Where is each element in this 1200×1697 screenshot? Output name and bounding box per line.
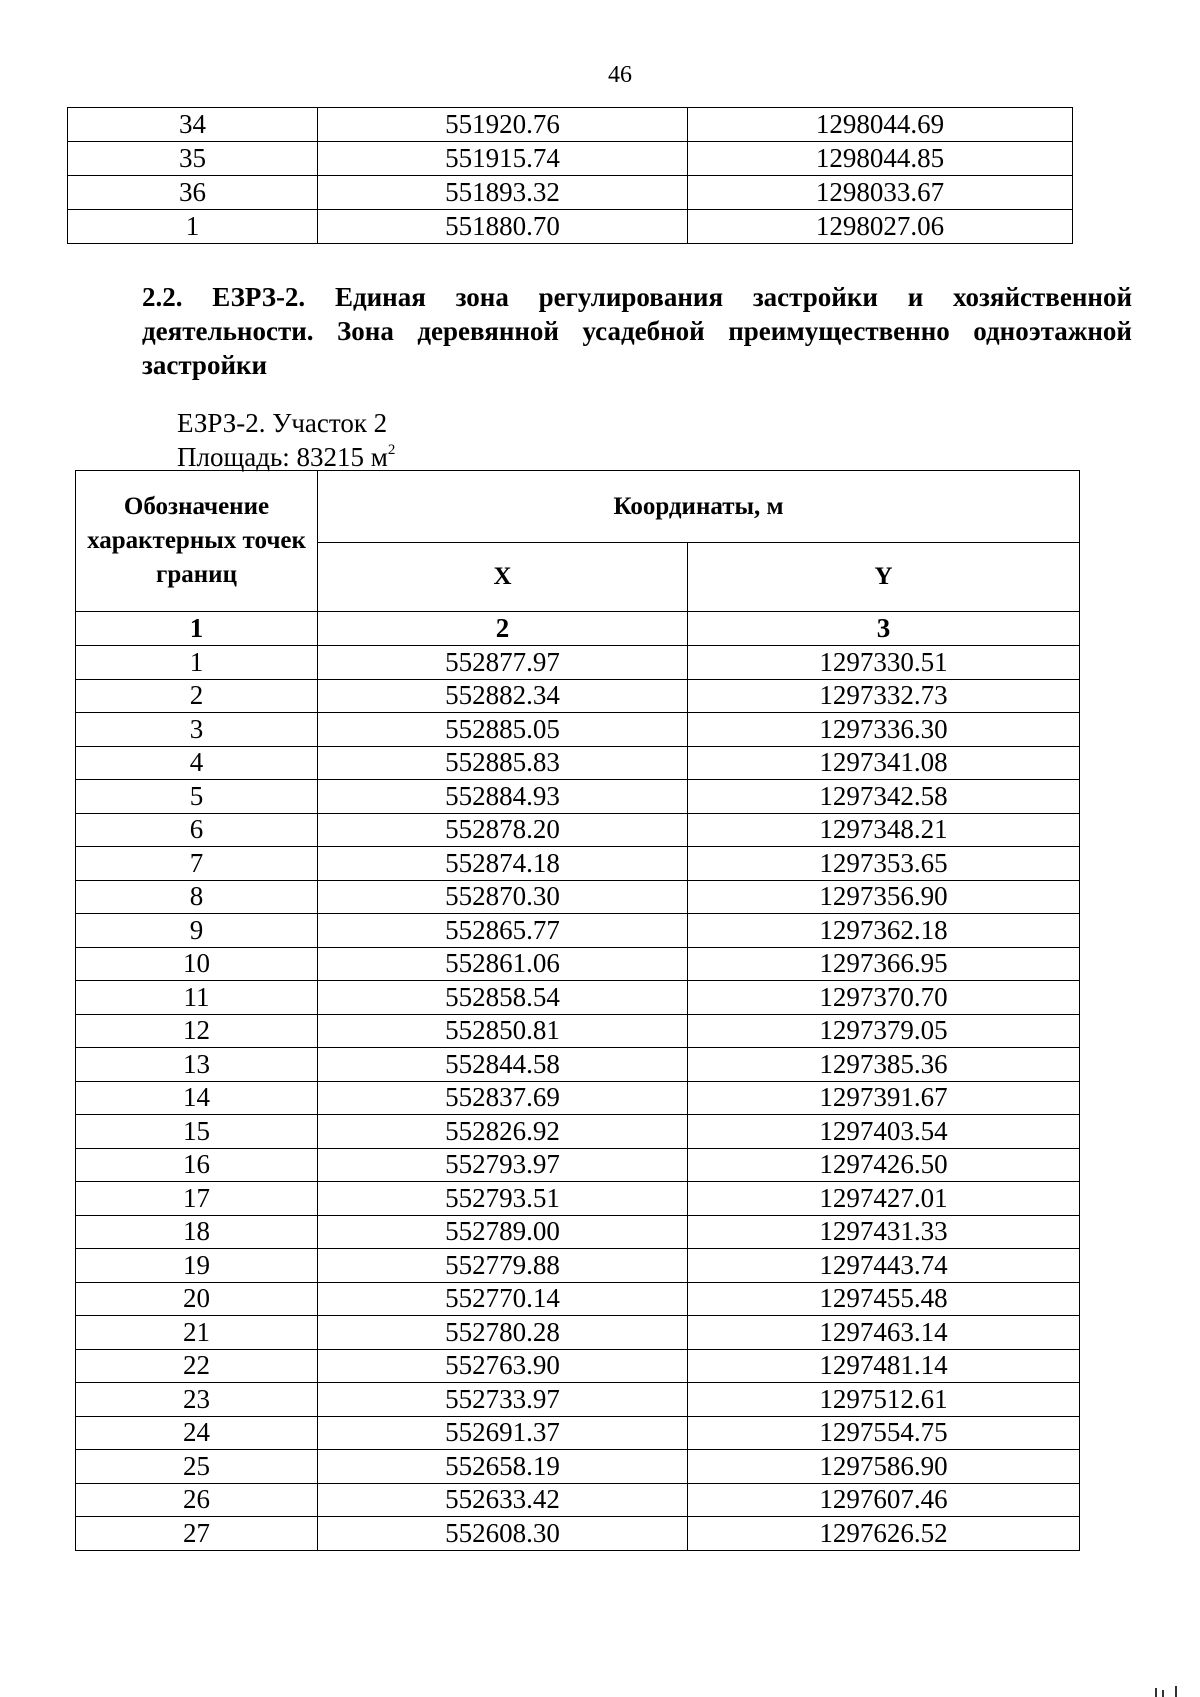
y-cell: 1297427.01 xyxy=(688,1182,1080,1216)
x-cell: 552884.93 xyxy=(318,780,688,814)
table-row xyxy=(76,646,1080,680)
x-cell: 552861.06 xyxy=(318,947,688,981)
table-row xyxy=(76,1450,1080,1484)
column-number-1: 1 xyxy=(76,612,318,646)
table-row xyxy=(76,1416,1080,1450)
point-cell: 12 xyxy=(76,1014,318,1048)
top-table-body xyxy=(68,108,1073,244)
top-coordinates-table xyxy=(67,107,1073,244)
table-row xyxy=(76,679,1080,713)
y-cell: 1297362.18 xyxy=(688,914,1080,948)
point-cell: 34 xyxy=(68,108,318,142)
table-row xyxy=(68,108,1073,142)
y-cell: 1297332.73 xyxy=(688,679,1080,713)
x-cell: 552789.00 xyxy=(318,1215,688,1249)
area-label: Площадь: 83215 м xyxy=(177,442,388,472)
x-cell: 552733.97 xyxy=(318,1383,688,1417)
point-cell: 9 xyxy=(76,914,318,948)
x-cell: 552885.05 xyxy=(318,713,688,747)
y-cell: 1298044.69 xyxy=(688,108,1073,142)
scan-artifact-mark xyxy=(1155,1688,1157,1697)
y-cell: 1297379.05 xyxy=(688,1014,1080,1048)
table-row xyxy=(68,176,1073,210)
table-row xyxy=(76,1182,1080,1216)
x-cell: 552850.81 xyxy=(318,1014,688,1048)
x-cell: 552780.28 xyxy=(318,1316,688,1350)
point-cell: 18 xyxy=(76,1215,318,1249)
x-cell: 551880.70 xyxy=(318,210,688,244)
header-y: Y xyxy=(688,542,1080,612)
table-row xyxy=(76,1048,1080,1082)
point-cell: 22 xyxy=(76,1349,318,1383)
table-row xyxy=(76,813,1080,847)
table-row xyxy=(76,1215,1080,1249)
table-row xyxy=(76,914,1080,948)
y-cell: 1297443.74 xyxy=(688,1249,1080,1283)
scan-artifact-mark xyxy=(1162,1690,1164,1697)
point-cell: 25 xyxy=(76,1450,318,1484)
x-cell: 552793.51 xyxy=(318,1182,688,1216)
y-cell: 1297426.50 xyxy=(688,1148,1080,1182)
x-cell: 552878.20 xyxy=(318,813,688,847)
x-cell: 551893.32 xyxy=(318,176,688,210)
table-row xyxy=(68,142,1073,176)
y-cell: 1297481.14 xyxy=(688,1349,1080,1383)
point-cell: 14 xyxy=(76,1081,318,1115)
x-cell: 552870.30 xyxy=(318,880,688,914)
x-cell: 552633.42 xyxy=(318,1483,688,1517)
x-cell: 552865.77 xyxy=(318,914,688,948)
point-cell: 4 xyxy=(76,746,318,780)
table-row xyxy=(76,746,1080,780)
table-row xyxy=(76,1081,1080,1115)
x-cell: 552826.92 xyxy=(318,1115,688,1149)
x-cell: 552793.97 xyxy=(318,1148,688,1182)
table-row xyxy=(76,713,1080,747)
table-row xyxy=(76,1249,1080,1283)
y-cell: 1297336.30 xyxy=(688,713,1080,747)
page-number: 46 xyxy=(608,62,632,88)
main-coordinates-table xyxy=(75,470,1080,1551)
y-cell: 1298033.67 xyxy=(688,176,1073,210)
y-cell: 1297356.90 xyxy=(688,880,1080,914)
point-cell: 23 xyxy=(76,1383,318,1417)
point-cell: 8 xyxy=(76,880,318,914)
y-cell: 1297554.75 xyxy=(688,1416,1080,1450)
y-cell: 1297586.90 xyxy=(688,1450,1080,1484)
y-cell: 1297330.51 xyxy=(688,646,1080,680)
y-cell: 1297626.52 xyxy=(688,1517,1080,1551)
table-row xyxy=(76,1349,1080,1383)
column-number-2: 2 xyxy=(318,612,688,646)
point-cell: 10 xyxy=(76,947,318,981)
point-cell: 11 xyxy=(76,981,318,1015)
zone-label: ЕЗРЗ-2. Участок 2 xyxy=(177,408,388,438)
header-x: X xyxy=(318,542,688,612)
point-cell: 24 xyxy=(76,1416,318,1450)
header-designation: Обозначение характерных точек границ xyxy=(76,471,318,612)
x-cell: 551915.74 xyxy=(318,142,688,176)
x-cell: 552691.37 xyxy=(318,1416,688,1450)
section-title: ЕЗРЗ-2. Единая зона регулирования застройки и хозяйственной деятельности. Зона деревянной усадебной преимущественно одноэтажной застройки xyxy=(142,282,1133,380)
table-row xyxy=(76,1115,1080,1149)
table-row xyxy=(76,1483,1080,1517)
y-cell: 1297342.58 xyxy=(688,780,1080,814)
y-cell: 1297391.67 xyxy=(688,1081,1080,1115)
x-cell: 552885.83 xyxy=(318,746,688,780)
point-cell: 13 xyxy=(76,1048,318,1082)
table-row xyxy=(76,947,1080,981)
header-coordinates: Координаты, м xyxy=(318,471,1080,543)
x-cell: 552763.90 xyxy=(318,1349,688,1383)
section-heading xyxy=(142,280,1132,382)
point-cell: 2 xyxy=(76,679,318,713)
point-cell: 5 xyxy=(76,780,318,814)
x-cell: 552770.14 xyxy=(318,1282,688,1316)
point-cell: 7 xyxy=(76,847,318,881)
point-cell: 20 xyxy=(76,1282,318,1316)
y-cell: 1297353.65 xyxy=(688,847,1080,881)
x-cell: 552877.97 xyxy=(318,646,688,680)
point-cell: 3 xyxy=(76,713,318,747)
point-cell: 36 xyxy=(68,176,318,210)
point-cell: 26 xyxy=(76,1483,318,1517)
y-cell: 1297370.70 xyxy=(688,981,1080,1015)
y-cell: 1297348.21 xyxy=(688,813,1080,847)
point-cell: 1 xyxy=(76,646,318,680)
y-cell: 1297607.46 xyxy=(688,1483,1080,1517)
y-cell: 1297341.08 xyxy=(688,746,1080,780)
x-cell: 552874.18 xyxy=(318,847,688,881)
y-cell: 1297463.14 xyxy=(688,1316,1080,1350)
y-cell: 1297385.36 xyxy=(688,1048,1080,1082)
point-cell: 19 xyxy=(76,1249,318,1283)
y-cell: 1297403.54 xyxy=(688,1115,1080,1149)
table-row xyxy=(76,1517,1080,1551)
point-cell: 35 xyxy=(68,142,318,176)
table-row xyxy=(68,210,1073,244)
y-cell: 1297455.48 xyxy=(688,1282,1080,1316)
y-cell: 1297512.61 xyxy=(688,1383,1080,1417)
point-cell: 6 xyxy=(76,813,318,847)
point-cell: 21 xyxy=(76,1316,318,1350)
y-cell: 1297366.95 xyxy=(688,947,1080,981)
table-row xyxy=(76,780,1080,814)
y-cell: 1298027.06 xyxy=(688,210,1073,244)
x-cell: 552882.34 xyxy=(318,679,688,713)
point-cell: 15 xyxy=(76,1115,318,1149)
x-cell: 552837.69 xyxy=(318,1081,688,1115)
x-cell: 552779.88 xyxy=(318,1249,688,1283)
point-cell: 17 xyxy=(76,1182,318,1216)
main-table-body xyxy=(76,646,1080,1551)
column-number-3: 3 xyxy=(688,612,1080,646)
x-cell: 552608.30 xyxy=(318,1517,688,1551)
x-cell: 551920.76 xyxy=(318,108,688,142)
x-cell: 552858.54 xyxy=(318,981,688,1015)
y-cell: 1298044.85 xyxy=(688,142,1073,176)
table-row xyxy=(76,1148,1080,1182)
table-row xyxy=(76,981,1080,1015)
table-row xyxy=(76,1383,1080,1417)
y-cell: 1297431.33 xyxy=(688,1215,1080,1249)
area-unit-superscript: 2 xyxy=(387,442,396,458)
area-caption xyxy=(177,443,395,471)
section-number: 2.2. xyxy=(142,282,183,312)
point-cell: 1 xyxy=(68,210,318,244)
table-row xyxy=(76,1282,1080,1316)
table-row xyxy=(76,880,1080,914)
table-row xyxy=(76,1014,1080,1048)
table-row xyxy=(76,847,1080,881)
x-cell: 552658.19 xyxy=(318,1450,688,1484)
scan-artifact-mark xyxy=(1175,1686,1177,1697)
point-cell: 27 xyxy=(76,1517,318,1551)
x-cell: 552844.58 xyxy=(318,1048,688,1082)
table-row xyxy=(76,1316,1080,1350)
point-cell: 16 xyxy=(76,1148,318,1182)
